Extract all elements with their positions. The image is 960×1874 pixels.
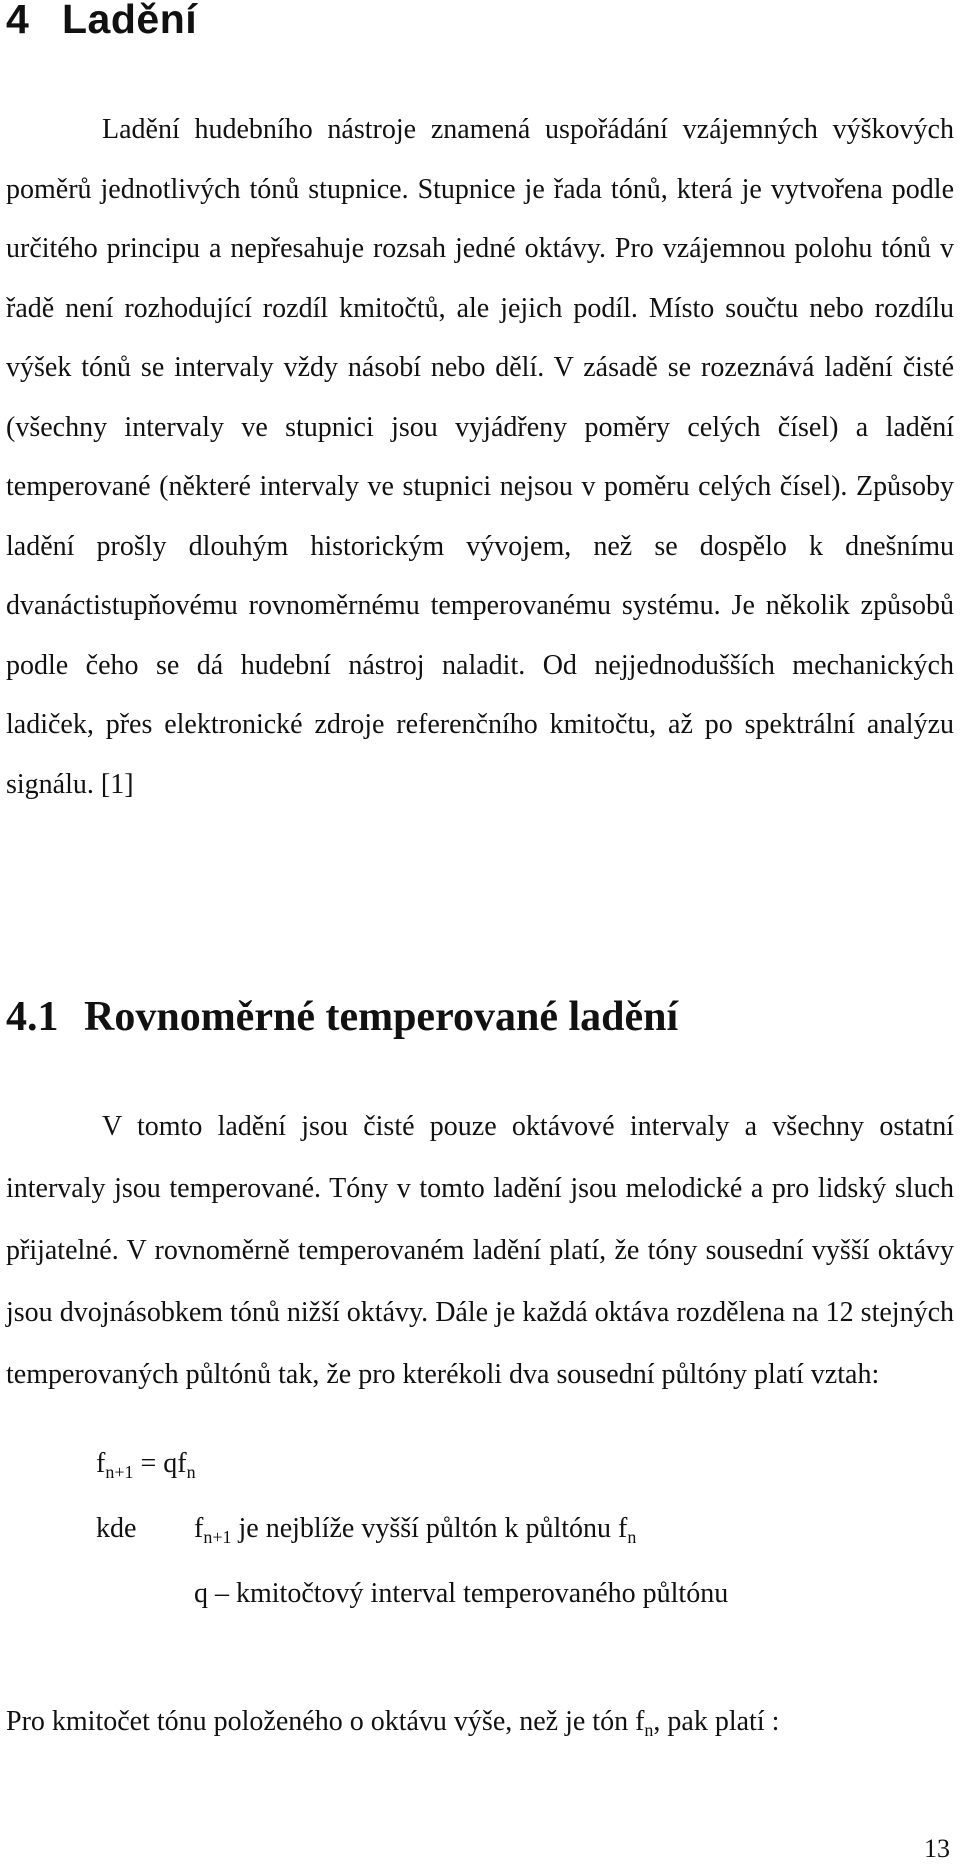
- where-label: kde: [96, 1513, 137, 1544]
- closing-sentence: [6, 1705, 779, 1739]
- where-item1-base: f: [194, 1513, 204, 1544]
- formula: [96, 1447, 196, 1481]
- formula-lhs-sub: n+1: [105, 1462, 134, 1482]
- where-definition-2: [194, 1577, 728, 1611]
- formula-lhs-base: f: [96, 1448, 106, 1479]
- intro-paragraph: Ladění hudebního nástroje znamená uspořádání vzájemných výškových poměrů jednotlivých tónů stupnice. Stupnice je řada tónů, která je vytvořena podle určitého principu a nepřesahuje rozsah jedné oktávy. Pro vzájemnou polohu tónů v řadě není rozhodující rozdíl kmitočtů, ale jejich podíl. Místo součtu nebo rozdílu výšek tónů se intervaly vždy násobí nebo dělí. V zásadě se rozeznává ladění čisté (všechny intervaly ve stupnici jsou vyjádřeny poměry celých čísel) a ladění temperované (některé intervaly ve stupnici nejsou v poměru celých čísel). Způsoby ladění prošly dlouhým historickým vývojem, než se dospělo k dnešnímu dvanáctistupňovému rovnoměrnému temperovanému systému. Je několik způsobů podle čeho se dá hudební nástroj naladit. Od nejjednodušších mechanických ladiček, přes elektronické zdroje referenčního kmitočtu, až po spektrální analýzu signálu. [1]: [6, 114, 954, 800]
- section-heading: [6, 990, 678, 1044]
- formula-rhs-sub: n: [186, 1462, 196, 1482]
- where-definition-1: [96, 1512, 636, 1546]
- closing-sub: n: [644, 1720, 654, 1740]
- section-title: Rovnoměrné temperované ladění: [84, 994, 679, 1040]
- where-item1-tail-sub: n: [627, 1527, 637, 1547]
- section-paragraph: V tomto ladění jsou čisté pouze oktávové intervaly a všechny ostatní intervaly jsou temperované. Tóny v tomto ladění jsou melodické a pro lidský sluch přijatelné. V rovnoměrně temperovaném ladění platí, že tóny sousední vyšší oktávy jsou dvojnásobkem tónů nižší oktávy. Dále je každá oktáva rozdělena na 12 stejných temperovaných půltónů tak, že pro kterékoli dva sousední půltóny platí vztah:: [6, 1111, 954, 1390]
- chapter-title: Ladění: [62, 0, 198, 42]
- chapter-number: 4: [6, 0, 30, 42]
- page-number: 13: [924, 1834, 950, 1863]
- closing-text-before: Pro kmitočet tónu položeného o oktávu výše, než je tón f: [6, 1706, 645, 1737]
- where-item1-sub: n+1: [203, 1527, 232, 1547]
- where-item2-text: q – kmitočtový interval temperovaného půltónu: [194, 1578, 729, 1609]
- where-item1-text: je nejblíže vyšší půltón k půltónu f: [231, 1513, 628, 1544]
- chapter-heading: [6, 0, 197, 44]
- closing-text-after: , pak platí :: [653, 1706, 780, 1737]
- formula-equals: = qf: [133, 1448, 187, 1479]
- section-number: 4.1: [6, 994, 59, 1040]
